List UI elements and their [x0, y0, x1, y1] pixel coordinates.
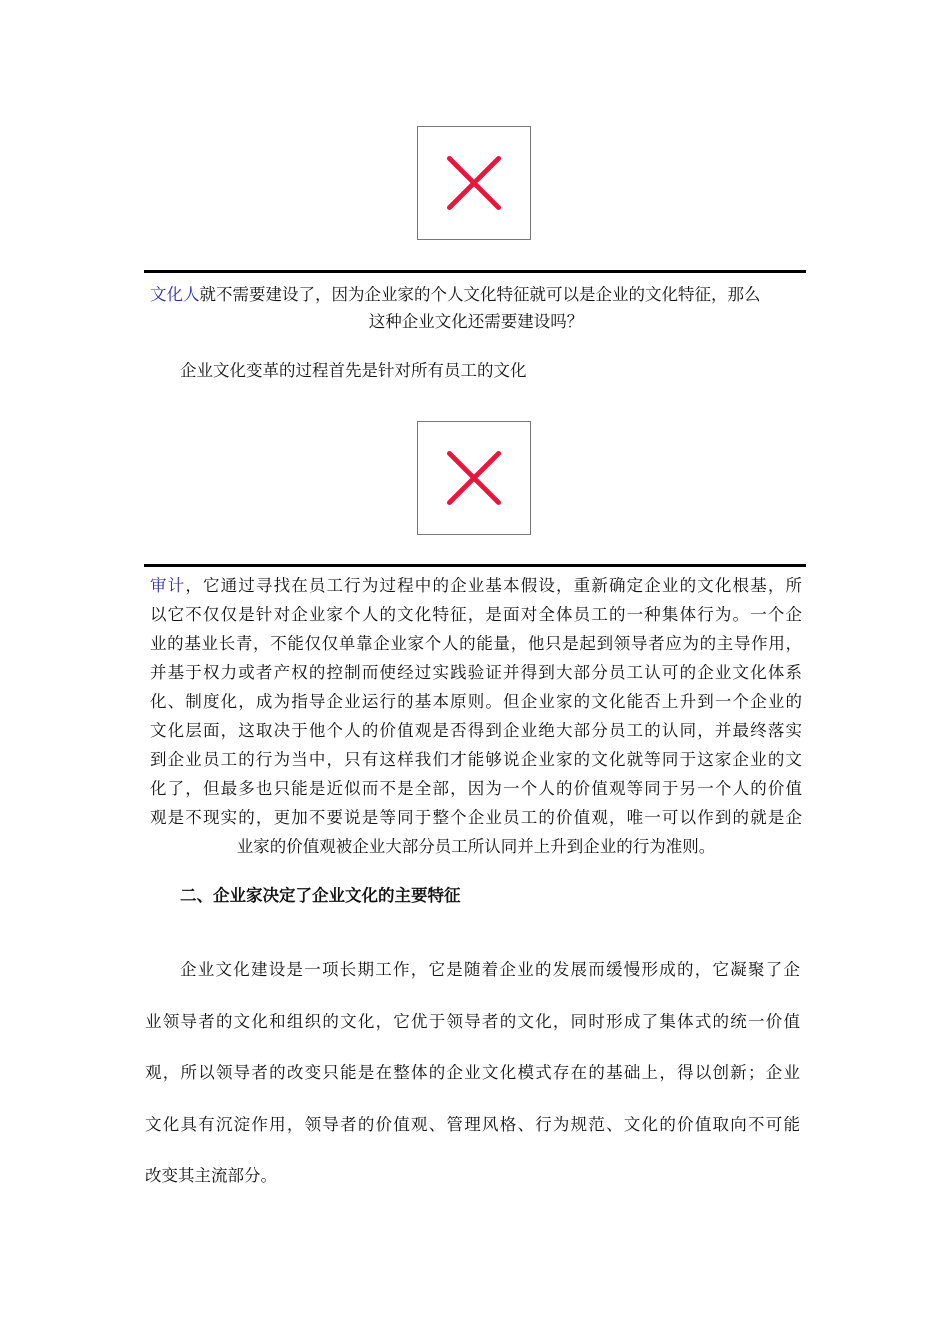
broken-image-1: [417, 126, 531, 240]
section-heading: 二、企业家决定了企业文化的主要特征: [180, 886, 461, 905]
paragraph-1: 文化人就不需要建设了，因为企业家的个人文化特征就可以是企业的文化特征，那么 这种企业文化还需要建设吗？: [150, 285, 761, 331]
broken-image-icon: [418, 422, 530, 534]
link-wenhuaren[interactable]: 文化人: [150, 285, 200, 304]
horizontal-rule-2: [144, 564, 806, 567]
broken-image-2: [417, 421, 531, 535]
paragraph-4: 企业文化建设是一项长期工作，它是随着企业的发展而缓慢形成的，它凝聚了企 业领导者的文化和组织的文化，它优于领导者的文化，同时形成了集体式的统一价值 观，所以领导者的改变只能是在整体的企业文化模式存在的基础上，得以创新；企业 文化具有沉淀作用，领导者的价值观、管理风格、行为规范、文化的价值取向不可能 改变其主流部分。: [145, 960, 800, 1185]
paragraph-3: 审计，它通过寻找在员工行为过程中的企业基本假设，重新确定企业的文化根基，所 以它不仅仅是针对企业家个人的文化特征，是面对全体员工的一种集体行为。一个企 业的基业长青，不能仅仅单靠企业家个人的能量，他只是起到领导者应为的主导作用， 并基于权力或者产权的控制而使经过实践验证并得到大部分员工认可的企业文化体系 化、制度化，成为指导企业运行的基本原则。但企业家的文化能否上升到一个企业的 文化层面，这取决于他个人的价值观是否得到企业绝大部分员工的认同，并最终落实 到企业员工的行为当中，只有这样我们才能够说企业家的文化就等同于这家企业的文 化了，但最多也只能是近似而不是全部，因为一个人的价值观等同于另一个人的价值 观是不现实的，更加不要说是等同于整个企业员工的价值观，唯一可以作到的就是企 业家的价值观被企业大部分员工所认同并上升到企业的行为准则。: [150, 576, 803, 856]
broken-image-icon: [418, 127, 530, 239]
paragraph-2: 企业文化变革的过程首先是针对所有员工的文化: [180, 361, 527, 380]
horizontal-rule-1: [144, 270, 806, 273]
link-shenji[interactable]: 审计: [150, 576, 186, 595]
